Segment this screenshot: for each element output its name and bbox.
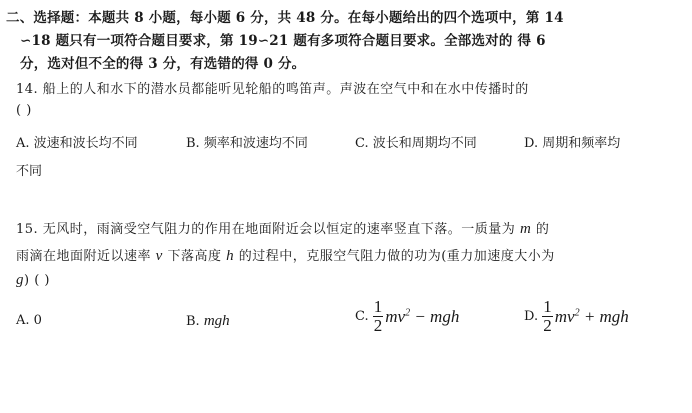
q15-opt-c-mv: mv — [385, 306, 406, 326]
question-14-stem: 14. 船上的人和水下的潜水员都能听见轮船的鸣笛声。声波在空气中和在水中传播时的 — [16, 82, 529, 97]
q15-opt-c-rest: − mgh — [410, 306, 460, 326]
q15-opt-d-label: D. — [524, 309, 543, 324]
q15-var-g: g — [16, 272, 24, 288]
section-header-line3: 分，选对但不全的得 3 分，有选错的得 0 分。 — [20, 56, 306, 72]
q15-opt-d-expr — [555, 307, 629, 326]
q15-var-m: m — [519, 221, 532, 237]
question-15-line1 — [16, 218, 549, 238]
q15-text-2a: 雨滴在地面附近以速率 — [16, 249, 156, 264]
q15-text-2c: 的过程中，克服空气阻力做的功为(重力加速度大小为 — [234, 249, 555, 264]
question-15-option-a — [16, 313, 42, 328]
q15-opt-d-mv: mv — [554, 306, 575, 326]
q15-text-2b: 下落高度 — [162, 249, 227, 264]
q15-opt-c-denominator: 2 — [373, 316, 383, 335]
section-header-line2: ∽18 题只有一项符合题目要求，第 19∽21 题有多项符合题目要求。全部选对的 得 6 — [20, 33, 546, 49]
q15-opt-c-fraction — [373, 298, 384, 335]
q15-opt-c-label: C. — [355, 309, 373, 324]
q15-text-3b: ) ( ) — [24, 273, 50, 288]
question-15-option-c — [355, 298, 459, 335]
q15-var-v: v — [155, 248, 163, 264]
question-15-line2 — [16, 245, 555, 265]
q15-text-1b: 的 — [531, 222, 550, 237]
q15-opt-d-exp: 2 — [574, 306, 580, 318]
q15-opt-d-fraction — [542, 298, 553, 335]
question-15-option-b — [186, 313, 230, 330]
question-14-option-d-cont: 不同 — [16, 164, 43, 179]
section-header-line1: 二、选择题：本题共 8 小题，每小题 6 分，共 48 分。在每小题给出的四个选项中，第 14 — [6, 10, 564, 26]
q15-opt-b-label: B. — [186, 314, 204, 329]
question-14-option-c: C. 波长和周期均不同 — [355, 136, 477, 151]
q15-opt-b-value: mgh — [203, 313, 230, 329]
q15-opt-c-exp: 2 — [405, 306, 411, 318]
question-15-line3 — [16, 272, 50, 289]
question-14-option-b: B. 频率和波速均不同 — [186, 136, 308, 151]
q15-opt-a-value: 0 — [33, 313, 42, 328]
question-15-option-d — [524, 298, 629, 335]
question-14-option-a: A. 波速和波长均不同 — [16, 136, 138, 151]
q15-opt-d-rest: + mgh — [579, 306, 629, 326]
q15-opt-a-label: A. — [16, 313, 34, 328]
question-14-paren: ( ) — [16, 103, 32, 118]
q15-var-h: h — [226, 248, 235, 264]
q15-opt-c-numerator: 1 — [373, 297, 383, 316]
q15-opt-d-numerator: 1 — [543, 297, 552, 316]
q15-opt-d-denominator: 2 — [543, 316, 552, 335]
q15-text-1a: 15. 无风时，雨滴受空气阻力的作用在地面附近会以恒定的速率竖直下落。一质量为 — [16, 222, 520, 237]
q15-opt-c-expr — [385, 307, 459, 326]
question-14-option-d: D. 周期和频率均 — [524, 136, 621, 151]
